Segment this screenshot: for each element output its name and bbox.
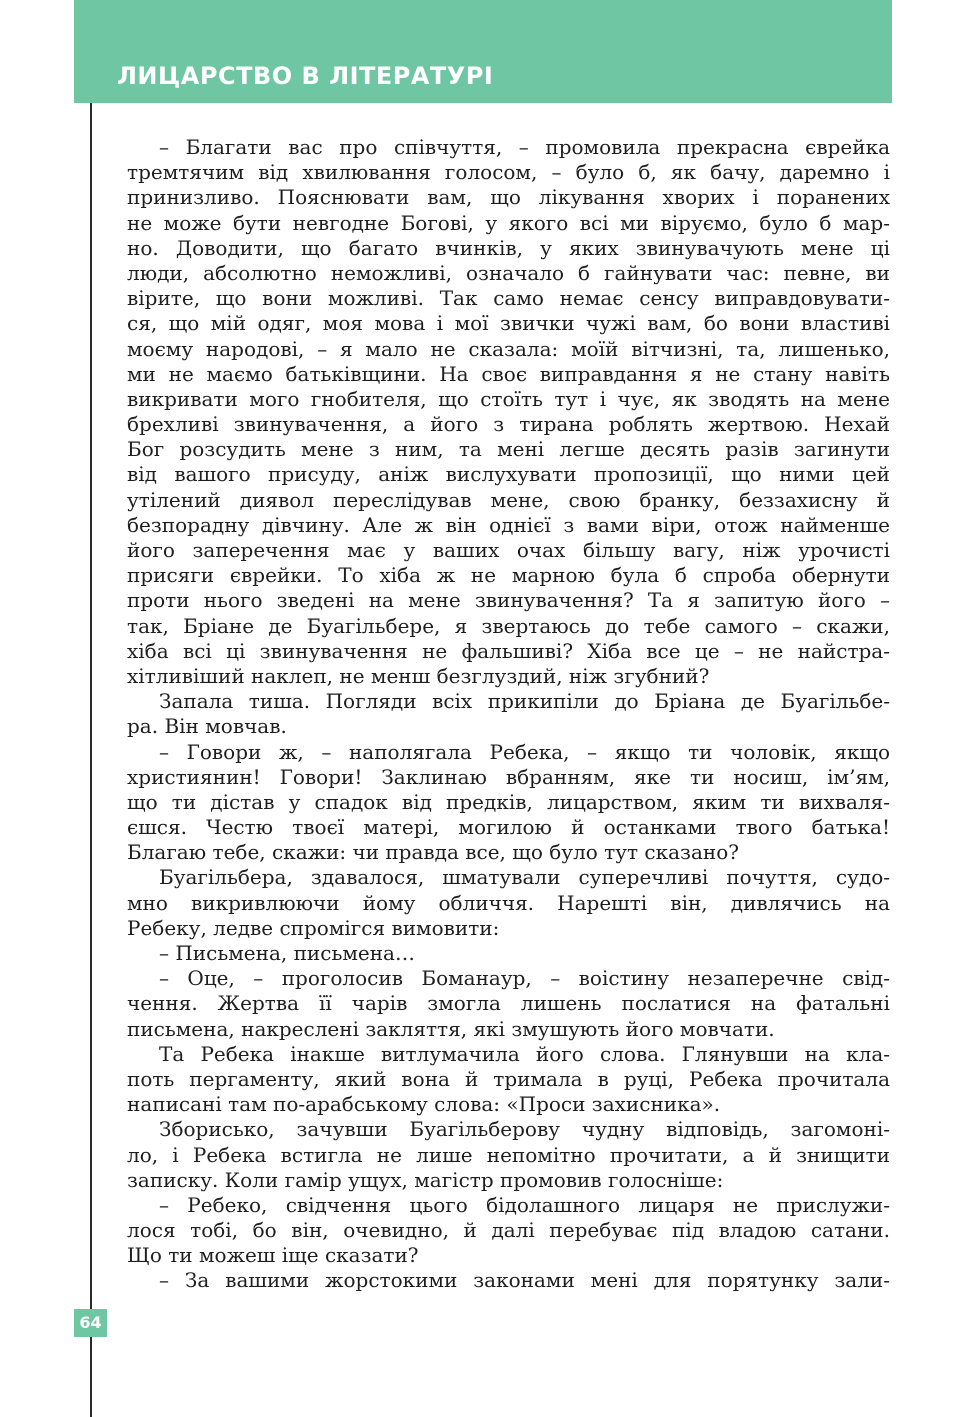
text-line: брехливі звинувачення, а його з тирана роблять жертвою. Нехай xyxy=(127,412,890,437)
body-text xyxy=(127,135,890,1294)
text-line: Запала тиша. Погляди всіх прикипіли до Бріана де Буагільбе- xyxy=(159,689,890,714)
text-line: що ти дістав у спадок від предків, лицарством, яким ти вихваля- xyxy=(127,789,890,814)
text-line: ра. Він мовчав. xyxy=(127,714,287,739)
text-line: мно викривлюючи йому обличчя. Нарешті він, дивлячись на xyxy=(127,890,890,915)
margin-rule xyxy=(90,103,92,1417)
text-line: ло, і Ребека встигла не лише непомітно прочитати, а й знищити xyxy=(127,1142,890,1167)
text-line: від вашого присуду, аніж вислухувати пропозиції, що ними цей xyxy=(127,462,890,487)
text-line: тремтячим від хвилювання голосом, – було б, як бачу, даремно і xyxy=(127,160,890,185)
text-line: – Письмена, письмена… xyxy=(159,941,415,965)
text-line: ся, що мій одяг, моя мова і мої звички чужі вам, бо вони властиві xyxy=(127,311,890,336)
text-line: Буагільбера, здавалося, шматували суперечливі почуття, судо- xyxy=(159,865,890,890)
text-line: проти нього зведені на мене звинувачення? Та я запитую його – xyxy=(127,588,890,613)
text-line: вірите, що вони можливі. Так само немає сенсу виправдовувати- xyxy=(127,286,890,311)
page-number: 64 xyxy=(74,1309,107,1337)
text-line: – Говори ж, – наполягала Ребека, – якщо ти чоловік, якщо xyxy=(159,739,890,764)
text-line: Та Ребека інакше витлумачила його слова. Глянувши на кла- xyxy=(159,1041,890,1066)
text-line: Ребеку, ледве спромігся вимовити: xyxy=(127,915,500,940)
text-line: но. Доводити, що багато вчинків, у яких звинувачують мене ці xyxy=(127,235,890,260)
text-line: ми не маємо батьківщини. На своє виправдання я не стану навіть xyxy=(127,361,890,386)
text-line: присяги єврейки. То хіба ж не марною була б спроба обернути xyxy=(127,563,890,588)
text-line: написані там по-арабському слова: «Проси захисника». xyxy=(127,1092,721,1117)
text-line: – За вашими жорстокими законами мені для порятунку зали- xyxy=(159,1268,890,1293)
text-line: – Оце, – проголосив Боманаур, – воістину незаперечне свід- xyxy=(159,966,890,991)
text-line: безпорадну дівчину. Але ж він однієї з вами віри, отож найменше xyxy=(127,512,890,537)
text-line: моєму народові, – я мало не сказала: моїй вітчизні, та, лишенько, xyxy=(127,336,890,361)
text-line: чення. Жертва її чарів змогла лишень послатися на фатальні xyxy=(127,991,890,1016)
text-line: поть пергаменту, який вона й тримала в руці, Ребека прочитала xyxy=(127,1066,890,1091)
text-line: утілений диявол переслідував мене, свою бранку, беззахисну й xyxy=(127,487,890,512)
text-line: – Ребеко, свідчення цього бідолашного лицаря не прислужи- xyxy=(159,1192,890,1217)
text-line: – Благати вас про співчуття, – промовила прекрасна єврейка xyxy=(159,135,890,159)
text-line: принизливо. Пояснювати вам, що лікування хворих і поранених xyxy=(127,185,890,210)
text-line: викривати мого гнобителя, що стоїть тут і чує, як зводять на мене xyxy=(127,386,890,411)
text-line: письмена, накреслені закляття, які змушують його мовчати. xyxy=(127,1016,775,1041)
text-line: хітливіший наклеп, не менш безглуздий, ніж згубний? xyxy=(127,663,710,688)
text-line: люди, абсолютно неможливі, означало б гайнувати час: певне, ви xyxy=(127,260,890,285)
text-line: так, Бріане де Буагільбере, я звертаюсь до тебе самого – скажи, xyxy=(127,613,890,638)
text-line: християнин! Говори! Заклинаю вбранням, яке ти носиш, ім’ям, xyxy=(127,764,890,789)
text-line: Бог розсудить мене з ним, та мені легше десять разів загинути xyxy=(127,437,890,462)
text-line: лося тобі, бо він, очевидно, й далі перебуває під владою сатани. xyxy=(127,1218,890,1243)
text-line: Зборисько, зачувши Буагільберову чудну відповідь, загомоні- xyxy=(159,1117,890,1142)
text-line: хіба всі ці звинувачення не фальшиві? Хіба все це – не найстра- xyxy=(127,638,890,663)
text-line: його заперечення має у ваших очах більшу вагу, ніж урочисті xyxy=(127,538,890,562)
text-line: Що ти можеш іще сказати? xyxy=(127,1243,419,1268)
chapter-title: ЛИЦАРСТВО В ЛІТЕРАТУРІ xyxy=(117,62,494,90)
text-line: не може бути невгодне Богові, у якого всі ми віруємо, було б мар- xyxy=(127,210,890,235)
text-line: єшся. Честю твоєї матері, могилою й останками твого батька! xyxy=(127,815,890,840)
text-line: записку. Коли гамір ущух, магістр промовив голосніше: xyxy=(127,1167,724,1192)
text-line: Благаю тебе, скажи: чи правда все, що було тут сказано? xyxy=(127,840,739,865)
